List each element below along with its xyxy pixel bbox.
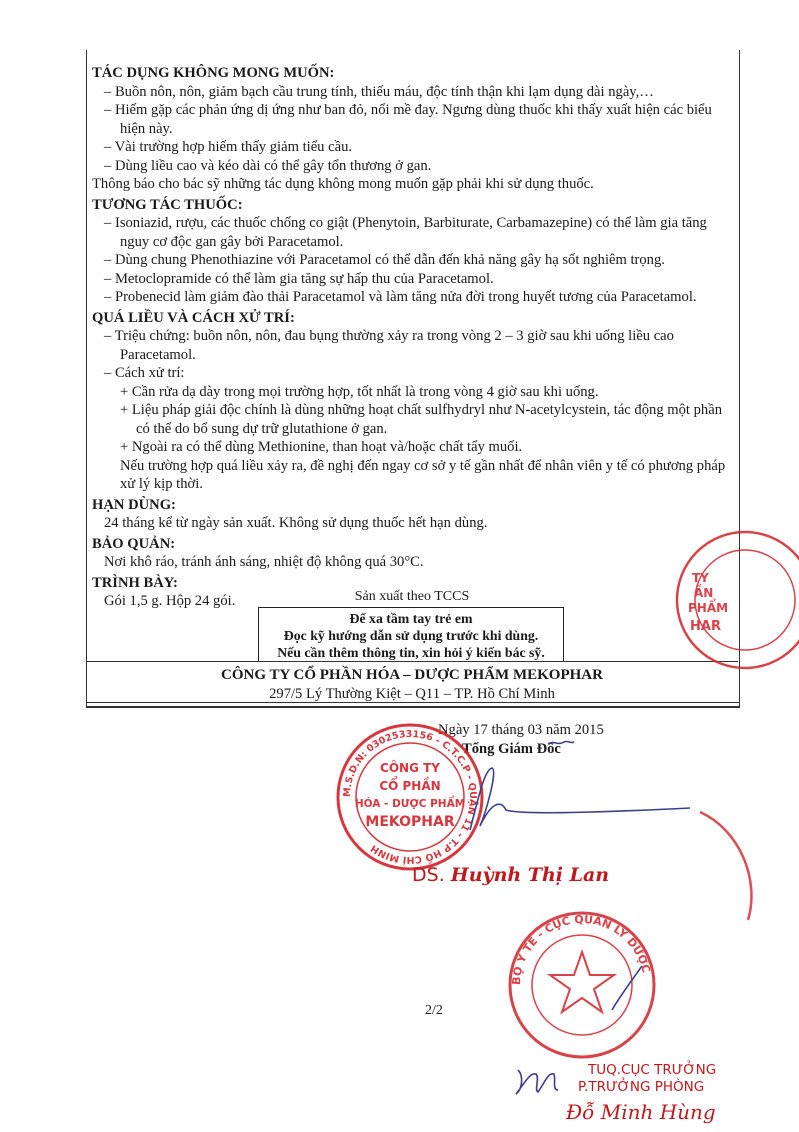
company-stamp-ring: M.S.D.N: 0302533156 - C.T.C.P - QUẬN 11 - T.P HỒ CHÍ MINH	[341, 728, 479, 866]
approval-block	[578, 1062, 716, 1096]
side-effects-note: Thông báo cho bác sỹ những tác dụng không mong muốn gặp phải khi sử dụng thuốc.	[92, 176, 594, 192]
presentation-text: Gói 1,5 g. Hộp 24 gói.	[104, 593, 236, 609]
side-effects-heading: TÁC DỤNG KHÔNG MONG MUỐN:	[92, 65, 335, 81]
agency-stamp-ring: BỘ Y TẾ - CỤC QUẢN LÝ DƯỢC	[509, 912, 653, 986]
approval-line: TUQ.CỤC TRƯỞNG	[588, 1062, 717, 1078]
interaction-item: – Dùng chung Phenothiazine với Paracetamol có thể dẫn đến khả năng gây hạ sốt nghiêm trọng.	[92, 251, 732, 270]
signature-date: Ngày 17 tháng 03 năm 2015	[438, 722, 604, 738]
director-name-script: Huỳnh Thị Lan	[450, 864, 610, 886]
warning-line: Đọc kỹ hướng dẫn sử dụng trước khi dùng.	[283, 628, 539, 643]
side-effect-item: – Hiếm gặp các phản ứng dị ứng như ban đỏ, nổi mề đay. Ngưng dùng thuốc khi thấy xuất hiện các biểu hiện này.	[92, 101, 732, 138]
side-effect-item: – Dùng liều cao và kéo dài có thể gây tổn thương ở gan.	[92, 157, 732, 176]
page-number: 2/2	[425, 1003, 443, 1018]
storage-text: Nơi khô ráo, tránh ánh sáng, nhiệt độ không quá 30°C.	[104, 554, 424, 570]
expiry-text: 24 tháng kể từ ngày sản xuất. Không sử dụng thuốc hết hạn dùng.	[104, 515, 488, 531]
approval-line: P.TRƯỞNG PHÒNG	[578, 1079, 705, 1095]
interaction-item: – Metoclopramide có thể làm gia tăng sự hấp thu của Paracetamol.	[92, 270, 732, 289]
treatment-item: + Liệu pháp giải độc chính là dùng những hoạt chất sulfhydryl như N-acetylcystein, tác động một phần có thể do bổ sung dự trữ glutathione ở gan.	[92, 401, 732, 438]
treatment-item: + Ngoài ra có thể dùng Methionine, than hoạt và/hoặc chất tẩy muối.	[92, 438, 732, 457]
presentation-heading: TRÌNH BÀY:	[92, 574, 178, 591]
partial-stamp-line: ẦN	[694, 586, 714, 600]
approver-name: Đỗ Minh Hùng	[566, 1100, 716, 1124]
company-stamp	[338, 725, 482, 869]
company-stamp-line: CỔ PHẦN	[379, 779, 441, 793]
storage-heading: BẢO QUẢN:	[92, 535, 176, 552]
company-address: 297/5 Lý Thường Kiệt – Q11 – TP. Hồ Chí Minh	[269, 686, 555, 702]
warning-line: Để xa tầm tay trẻ em	[349, 611, 473, 626]
director-name	[412, 864, 609, 886]
director-prefix: DS.	[412, 864, 445, 886]
company-name: CÔNG TY CỔ PHẦN HÓA – DƯỢC PHẨM MEKOPHAR	[221, 667, 603, 683]
company-stamp-line: CÔNG TY	[380, 761, 440, 775]
partial-stamp-arc	[700, 812, 751, 920]
overdose-note: Nếu trường hợp quá liều xảy ra, đề nghị đến ngay cơ sở y tế gần nhất để nhân viên y tế có phương pháp xử lý kịp thời.	[120, 457, 726, 492]
treatment-item: + Cần rửa dạ dày trong mọi trường hợp, tốt nhất là trong vòng 4 giờ sau khi uống.	[92, 383, 732, 402]
agency-stamp	[510, 913, 654, 1057]
partial-stamp-line: PHẨM	[688, 601, 729, 615]
side-effect-item: – Vài trường hợp hiếm thấy giảm tiểu cầu.	[92, 138, 732, 157]
side-effect-item: – Buồn nôn, nôn, giảm bạch cầu trung tính, thiếu máu, độc tính thận khi lạm dụng dài ngày,…	[92, 83, 732, 102]
overdose-heading: QUÁ LIỀU VÀ CÁCH XỬ TRÍ:	[92, 309, 295, 326]
signature-title: Tổng Giám Đốc	[462, 741, 561, 757]
interactions-heading: TƯƠNG TÁC THUỐC:	[92, 196, 243, 213]
partial-stamp-line: HAR	[690, 619, 721, 634]
company-stamp-line: MEKOPHAR	[365, 814, 455, 830]
partial-company-stamp	[677, 532, 799, 668]
partial-stamp-line: TY	[692, 571, 709, 585]
expiry-heading: HẠN DÙNG:	[92, 496, 176, 513]
manufacturing-standard: Sản xuất theo TCCS	[354, 589, 470, 604]
director-signature	[470, 741, 690, 830]
overdose-treatment-label: – Cách xử trí:	[92, 364, 732, 383]
interaction-item: – Isoniazid, rượu, các thuốc chống co giật (Phenytoin, Barbiturate, Carbamazepine) có thể làm gia tăng nguy cơ độc gan gây bởi Paracetamol.	[92, 214, 732, 251]
warning-line: Nếu cần thêm thông tin, xin hỏi ý kiến bác sỹ.	[277, 645, 545, 660]
overdose-symptoms: – Triệu chứng: buồn nôn, nôn, đau bụng thường xảy ra trong vòng 2 – 3 giờ sau khi uống liều cao Paracetamol.	[92, 327, 732, 364]
company-stamp-line: HÓA - DƯỢC PHẨM	[354, 798, 466, 810]
interaction-item: – Probenecid làm giảm đào thải Paracetamol và làm tăng nửa đời trong huyết tương của Paracetamol.	[92, 288, 732, 307]
